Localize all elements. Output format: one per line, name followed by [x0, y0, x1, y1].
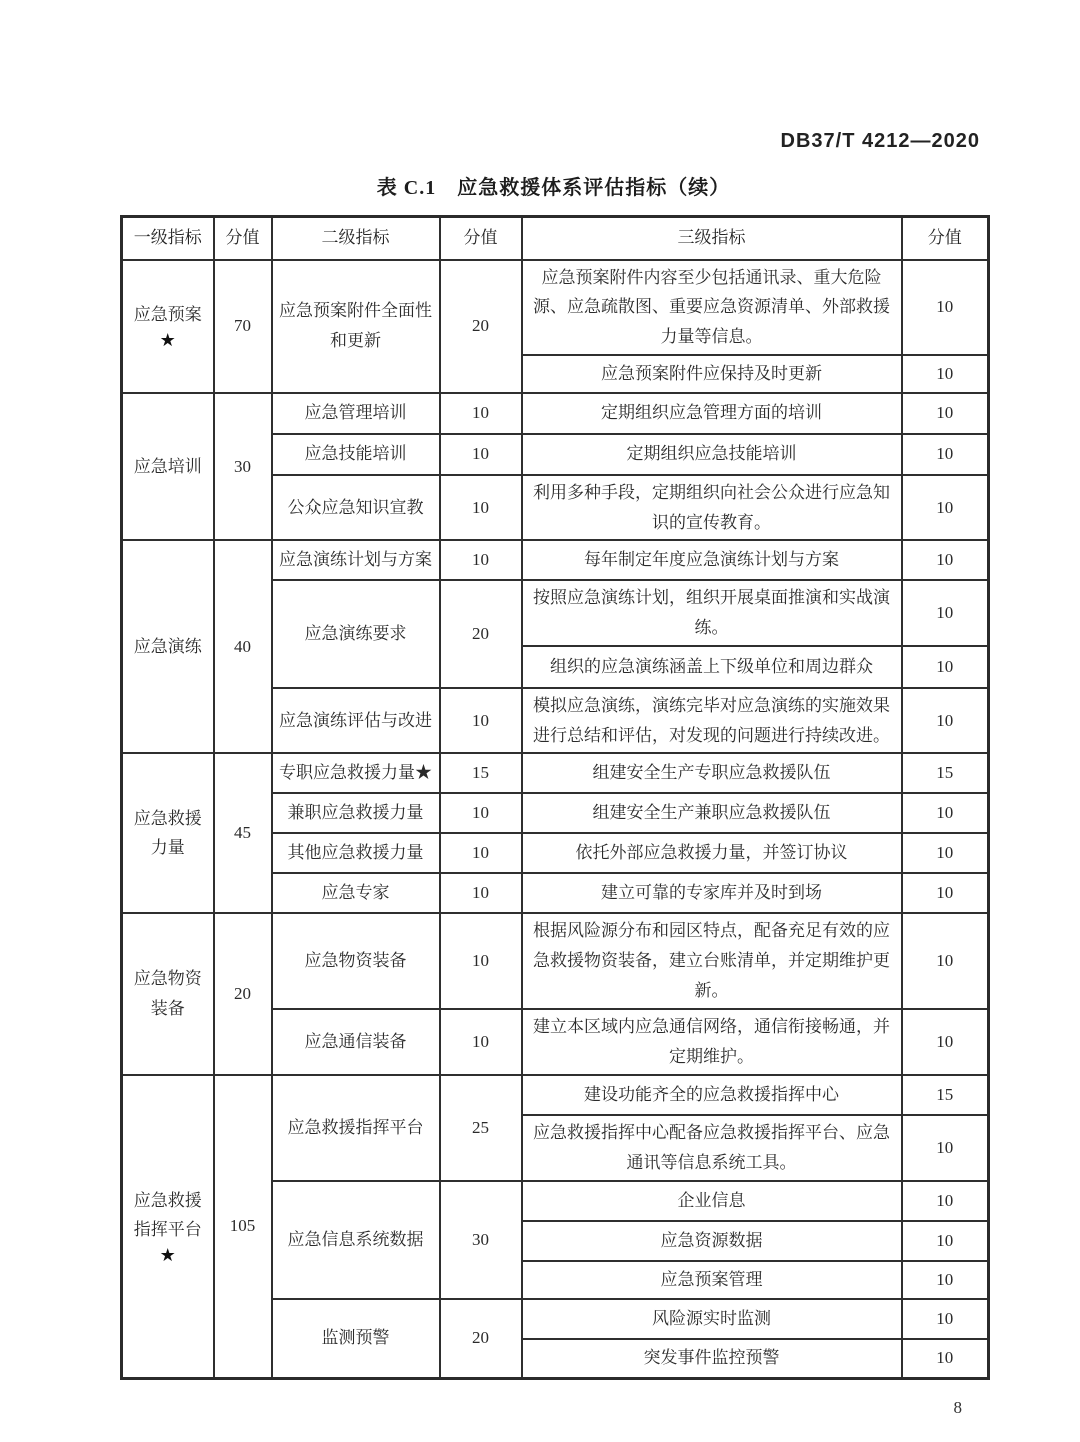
level2-score-cell: 10 [440, 913, 522, 1008]
level2-cell: 应急演练要求 [272, 580, 440, 688]
level3-cell: 组建安全生产专职应急救援队伍 [522, 753, 902, 793]
table-row [122, 1075, 989, 1115]
level3-score-cell: 10 [902, 1221, 989, 1261]
level3-score-cell: 10 [902, 1299, 989, 1339]
level1-score-cell: 30 [214, 393, 272, 541]
level3-cell: 建立可靠的专家库并及时到场 [522, 873, 902, 913]
level3-score-cell: 10 [902, 1181, 989, 1221]
level1-cell [122, 1075, 214, 1379]
level3-cell: 定期组织应急技能培训 [522, 434, 902, 475]
level1-cell: 应急演练 [122, 540, 214, 753]
level3-cell: 突发事件监控预警 [522, 1339, 902, 1379]
level2-score-cell: 10 [440, 793, 522, 833]
level2-cell: 应急预案附件全面性和更新 [272, 260, 440, 393]
level2-cell: 应急演练计划与方案 [272, 540, 440, 580]
header-level3: 三级指标 [522, 217, 902, 260]
level3-score-cell: 10 [902, 355, 989, 393]
level3-score-cell: 10 [902, 1009, 989, 1075]
level3-cell: 利用多种手段，定期组织向社会公众进行应急知识的宣传教育。 [522, 475, 902, 541]
level3-cell: 建立本区域内应急通信网络，通信衔接畅通，并定期维护。 [522, 1009, 902, 1075]
level1-score-cell: 105 [214, 1075, 272, 1379]
level3-cell: 根据风险源分布和园区特点，配备充足有效的应急救援物资装备，建立台账清单，并定期维护更新。 [522, 913, 902, 1008]
level3-cell: 建设功能齐全的应急救援指挥中心 [522, 1075, 902, 1115]
level3-score-cell: 10 [902, 833, 989, 873]
level2-cell: 应急救援指挥平台 [272, 1075, 440, 1181]
level3-score-cell: 10 [902, 688, 989, 754]
level3-score-cell: 10 [902, 434, 989, 475]
level3-score-cell: 10 [902, 1339, 989, 1379]
level2-score-cell: 20 [440, 260, 522, 393]
level2-score-cell: 10 [440, 1009, 522, 1075]
level2-score-cell: 10 [440, 833, 522, 873]
level3-score-cell: 10 [902, 580, 989, 646]
level2-score-cell: 30 [440, 1181, 522, 1299]
table-title: 表 C.1 应急救援体系评估指标（续） [376, 177, 731, 199]
page-number: 8 [953, 1398, 962, 1417]
level3-score-cell: 10 [902, 475, 989, 541]
level3-cell: 应急预案管理 [522, 1261, 902, 1299]
level1-cell: 应急培训 [122, 393, 214, 541]
level1-score-cell: 45 [214, 753, 272, 913]
evaluation-table [120, 215, 990, 1380]
level2-cell: 兼职应急救援力量 [272, 793, 440, 833]
level2-score-cell: 20 [440, 1299, 522, 1379]
level2-score-cell: 20 [440, 580, 522, 688]
level3-score-cell: 10 [902, 646, 989, 688]
level2-score-cell: 10 [440, 393, 522, 434]
level2-score-cell: 10 [440, 540, 522, 580]
level3-score-cell: 10 [902, 1261, 989, 1299]
level2-cell: 应急管理培训 [272, 393, 440, 434]
level3-score-cell: 10 [902, 1115, 989, 1181]
level3-cell: 应急救援指挥中心配备应急救援指挥平台、应急通讯等信息系统工具。 [522, 1115, 902, 1181]
level2-cell: 应急演练评估与改进 [272, 688, 440, 754]
level2-cell: 应急物资装备 [272, 913, 440, 1008]
level2-cell: 公众应急知识宣教 [272, 475, 440, 541]
level3-cell: 每年制定年度应急演练计划与方案 [522, 540, 902, 580]
level3-score-cell: 10 [902, 393, 989, 434]
level3-score-cell: 10 [902, 793, 989, 833]
table-row [122, 913, 989, 1008]
level3-score-cell: 10 [902, 873, 989, 913]
level1-label: 应急预案 [133, 305, 202, 325]
level3-cell: 应急资源数据 [522, 1221, 902, 1261]
doc-code: DB37/T 4212—2020 [780, 130, 980, 152]
level3-cell: 定期组织应急管理方面的培训 [522, 393, 902, 434]
table-header-row [122, 217, 989, 260]
level3-cell: 组织的应急演练涵盖上下级单位和周边群众 [522, 646, 902, 688]
header-level1: 一级指标 [122, 217, 214, 260]
level3-score-cell: 10 [902, 913, 989, 1008]
level2-score-cell: 10 [440, 434, 522, 475]
level3-cell: 企业信息 [522, 1181, 902, 1221]
star-icon: ★ [159, 1245, 176, 1266]
level2-score-cell: 10 [440, 475, 522, 541]
level2-score-cell: 10 [440, 688, 522, 754]
header-score1: 分值 [214, 217, 272, 260]
table-row [122, 393, 989, 434]
header-score3: 分值 [902, 217, 989, 260]
level2-score-cell: 25 [440, 1075, 522, 1181]
level2-cell: 应急专家 [272, 873, 440, 913]
level3-cell: 模拟应急演练，演练完毕对应急演练的实施效果进行总结和评估，对发现的问题进行持续改进。 [522, 688, 902, 754]
level2-cell: 应急技能培训 [272, 434, 440, 475]
level3-score-cell: 10 [902, 540, 989, 580]
table-row [122, 753, 989, 793]
header-level2: 二级指标 [272, 217, 440, 260]
level3-cell: 应急预案附件应保持及时更新 [522, 355, 902, 393]
level2-cell: 其他应急救援力量 [272, 833, 440, 873]
level3-score-cell: 15 [902, 753, 989, 793]
level1-cell: 应急救援力量 [122, 753, 214, 913]
level2-score-cell: 10 [440, 873, 522, 913]
level2-cell: 监测预警 [272, 1299, 440, 1379]
level2-cell: 专职应急救援力量★ [272, 753, 440, 793]
level1-cell [122, 260, 214, 393]
level3-cell: 风险源实时监测 [522, 1299, 902, 1339]
level3-cell: 组建安全生产兼职应急救援队伍 [522, 793, 902, 833]
level1-score-cell: 70 [214, 260, 272, 393]
level1-cell: 应急物资装备 [122, 913, 214, 1074]
level2-cell: 应急信息系统数据 [272, 1181, 440, 1299]
header-score2: 分值 [440, 217, 522, 260]
level3-score-cell: 15 [902, 1075, 989, 1115]
level3-cell: 按照应急演练计划，组织开展桌面推演和实战演练。 [522, 580, 902, 646]
level3-cell: 依托外部应急救援力量，并签订协议 [522, 833, 902, 873]
level2-score-cell: 15 [440, 753, 522, 793]
table-row [122, 260, 989, 355]
level1-label: 应急救援指挥平台 [133, 1190, 202, 1240]
table-row [122, 540, 989, 580]
level1-score-cell: 40 [214, 540, 272, 753]
level2-cell: 应急通信装备 [272, 1009, 440, 1075]
level1-score-cell: 20 [214, 913, 272, 1074]
star-icon: ★ [159, 330, 176, 351]
level3-cell: 应急预案附件内容至少包括通讯录、重大危险源、应急疏散图、重要应急资源清单、外部救援力量等信息。 [522, 260, 902, 355]
level3-score-cell: 10 [902, 260, 989, 355]
